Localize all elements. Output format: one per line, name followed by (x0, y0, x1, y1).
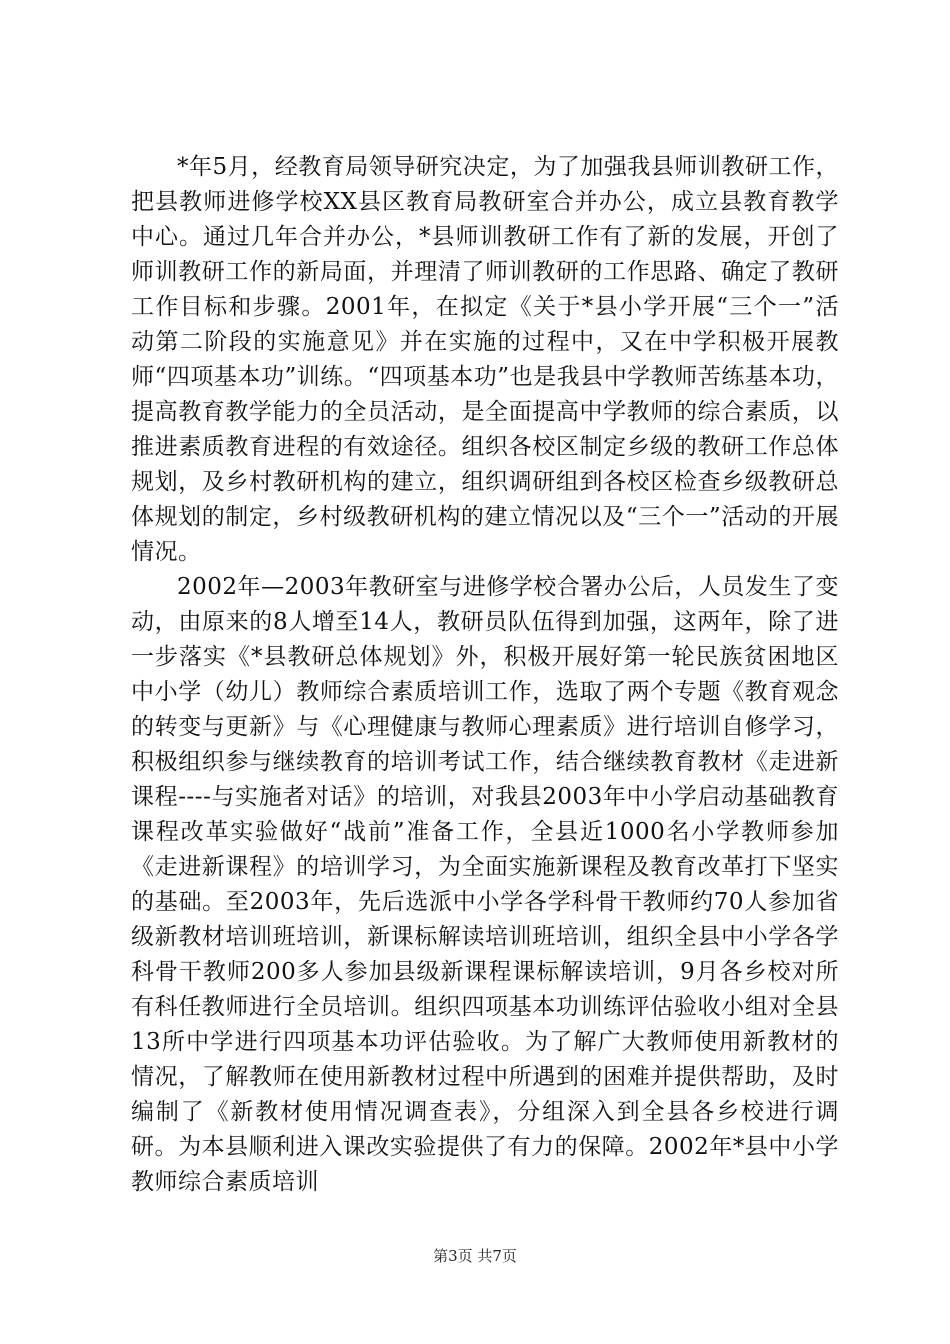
paragraph-2: 2002年—2003年教研室与进修学校合署办公后，人员发生了变动，由原来的8人增至14人，教研员队伍得到加强，这两年，除了进一步落实《*县教研总体规划》外，积极开展好第一轮民族贫困地区中小学（幼儿）教师综合素质培训工作，选取了两个专题《教育观念的转变与更新》与《心理健康与教师心理素质》进行培训自修学习，积极组织参与继续教育的培训考试工作，结合继续教育教材《走进新课程----与实施者对话》的培训，对我县2003年中小学启动基础教育课程改革实验做好“战前”准备工作，全县近1000名小学教师参加《走进新课程》的培训学习，为全面实施新课程及教育改革打下坚实的基础。至2003年，先后选派中小学各学科骨干教师约70人参加省级新教材培训班培训，新课标解读培训班培训，组织全县中小学各学科骨干教师200多人参加县级新课程课标解读培训，9月各乡校对所有科任教师进行全员培训。组织四项基本功训练评估验收小组对全县13所中学进行四项基本功评估验收。为了解广大教师使用新教材的情况，了解教师在使用新教材过程中所遇到的困难并提供帮助，及时编制了《新教材使用情况调查表》，分组深入到全县各乡校进行调研。为本县顺利进入课改实验提供了有力的保障。2002年*县中小学教师综合素质培训 (131, 574, 839, 1195)
page-footer: 第3页 共7页 (433, 1247, 517, 1265)
paragraph-1: *年5月，经教育局领导研究决定，为了加强我县师训教研工作，把县教师进修学校XX县区教育局教研室合并办公，成立县教育教学中心。通过几年合并办公，*县师训教研工作有了新的发展，开创了师训教研工作的新局面，并理清了师训教研的工作思路、确定了教研工作目标和步骤。2001年，在拟定《关于*县小学开展“三个一”活动第二阶段的实施意见》并在实施的过程中，又在中学积极开展教师“四项基本功”训练。“四项基本功”也是我县中学教师苦练基本功，提高教育教学能力的全员活动，是全面提高中学教师的综合素质，以推进素质教育进程的有效途径。组织各校区制定乡级的教研工作总体规划，及乡村教研机构的建立，组织调研组到各校区检查乡级教研总体规划的制定，乡村级教研机构的建立情况以及“三个一”活动的开展情况。 (131, 154, 839, 565)
document-body (131, 150, 839, 1200)
